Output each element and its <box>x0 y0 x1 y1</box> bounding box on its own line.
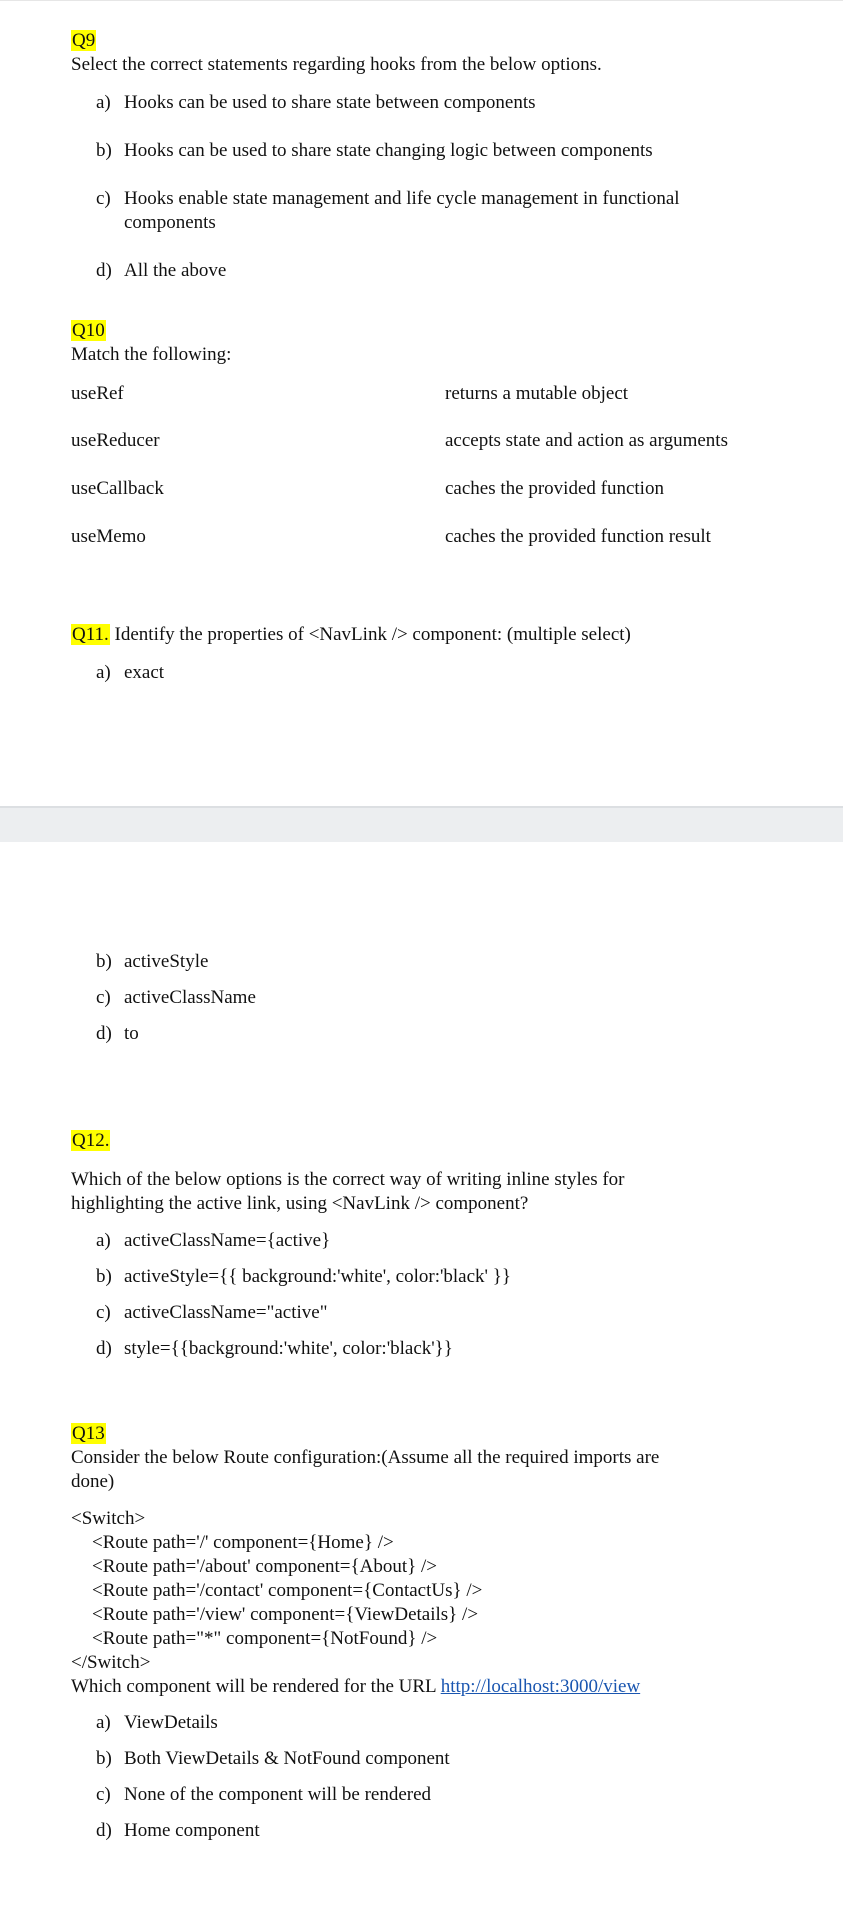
match-right-item: caches the provided function <box>445 478 664 499</box>
q12-option-d: d) style={{background:'white', color:'black'}} <box>96 1338 453 1359</box>
code-line: <Route path='/view' component={ViewDetails} /> <box>92 1604 479 1625</box>
q9-option-c: c) Hooks enable state management and life cycle management in functional <box>96 188 680 209</box>
q12-option-a: a) activeClassName={active} <box>96 1230 331 1251</box>
q12-prompt-line2: highlighting the active link, using <NavLink /> component? <box>71 1193 529 1214</box>
q13-question: Which component will be rendered for the URL http://localhost:3000/view <box>71 1676 641 1697</box>
q13-label: Q13 <box>72 1423 105 1444</box>
code-line: <Route path='/' component={Home} /> <box>92 1532 394 1553</box>
localhost-url-link[interactable]: http://localhost:3000/view <box>440 1676 641 1697</box>
q10-label: Q10 <box>72 320 105 341</box>
q13-option-d: d) Home component <box>96 1820 260 1841</box>
q13-option-a: a) ViewDetails <box>96 1712 218 1733</box>
q13-option-c: c) None of the component will be rendered <box>96 1784 432 1805</box>
code-line: <Route path='/contact' component={ContactUs} /> <box>92 1580 483 1601</box>
page-break <box>0 806 843 842</box>
q13-prompt-line1: Consider the below Route configuration:(Assume all the required imports are <box>71 1447 660 1468</box>
q9-label: Q9 <box>72 30 96 51</box>
q12-option-c: c) activeClassName="active" <box>96 1302 328 1323</box>
code-line: <Switch> <box>71 1508 146 1529</box>
q9-option-c-continued: components <box>124 212 216 233</box>
q11-option-d: d) to <box>96 1023 139 1044</box>
q11-option-a: a) exact <box>96 662 165 683</box>
q9-option-b: b) Hooks can be used to share state changing logic between components <box>96 140 653 161</box>
code-line: <Route path='/about' component={About} /> <box>92 1556 437 1577</box>
q12-option-b: b) activeStyle={{ background:'white', color:'black' }} <box>96 1266 511 1287</box>
q12-label: Q12. <box>72 1130 110 1151</box>
match-left-item: useMemo <box>71 526 146 547</box>
code-line: </Switch> <box>71 1652 151 1673</box>
document-page-2 <box>0 842 843 1920</box>
q11-option-b: b) activeStyle <box>96 951 209 972</box>
match-right-item: caches the provided function result <box>445 526 711 547</box>
match-left-item: useRef <box>71 383 124 404</box>
q10-prompt: Match the following: <box>71 344 232 365</box>
q11-option-c: c) activeClassName <box>96 987 256 1008</box>
match-right-item: returns a mutable object <box>445 383 629 404</box>
match-left-item: useCallback <box>71 478 164 499</box>
q13-prompt-line2: done) <box>71 1471 115 1492</box>
match-right-item: accepts state and action as arguments <box>445 430 728 451</box>
match-left-item: useReducer <box>71 430 160 451</box>
q9-option-a: a) Hooks can be used to share state between components <box>96 92 536 113</box>
q11-heading: Q11. Identify the properties of <NavLink /> component: (multiple select) <box>72 624 631 645</box>
document-page-1 <box>0 0 843 807</box>
code-line: <Route path="*" component={NotFound} /> <box>92 1628 438 1649</box>
q9-prompt: Select the correct statements regarding hooks from the below options. <box>71 54 602 75</box>
q12-prompt-line1: Which of the below options is the correct way of writing inline styles for <box>71 1169 625 1190</box>
q9-option-d: d) All the above <box>96 260 227 281</box>
q13-option-b: b) Both ViewDetails & NotFound component <box>96 1748 450 1769</box>
